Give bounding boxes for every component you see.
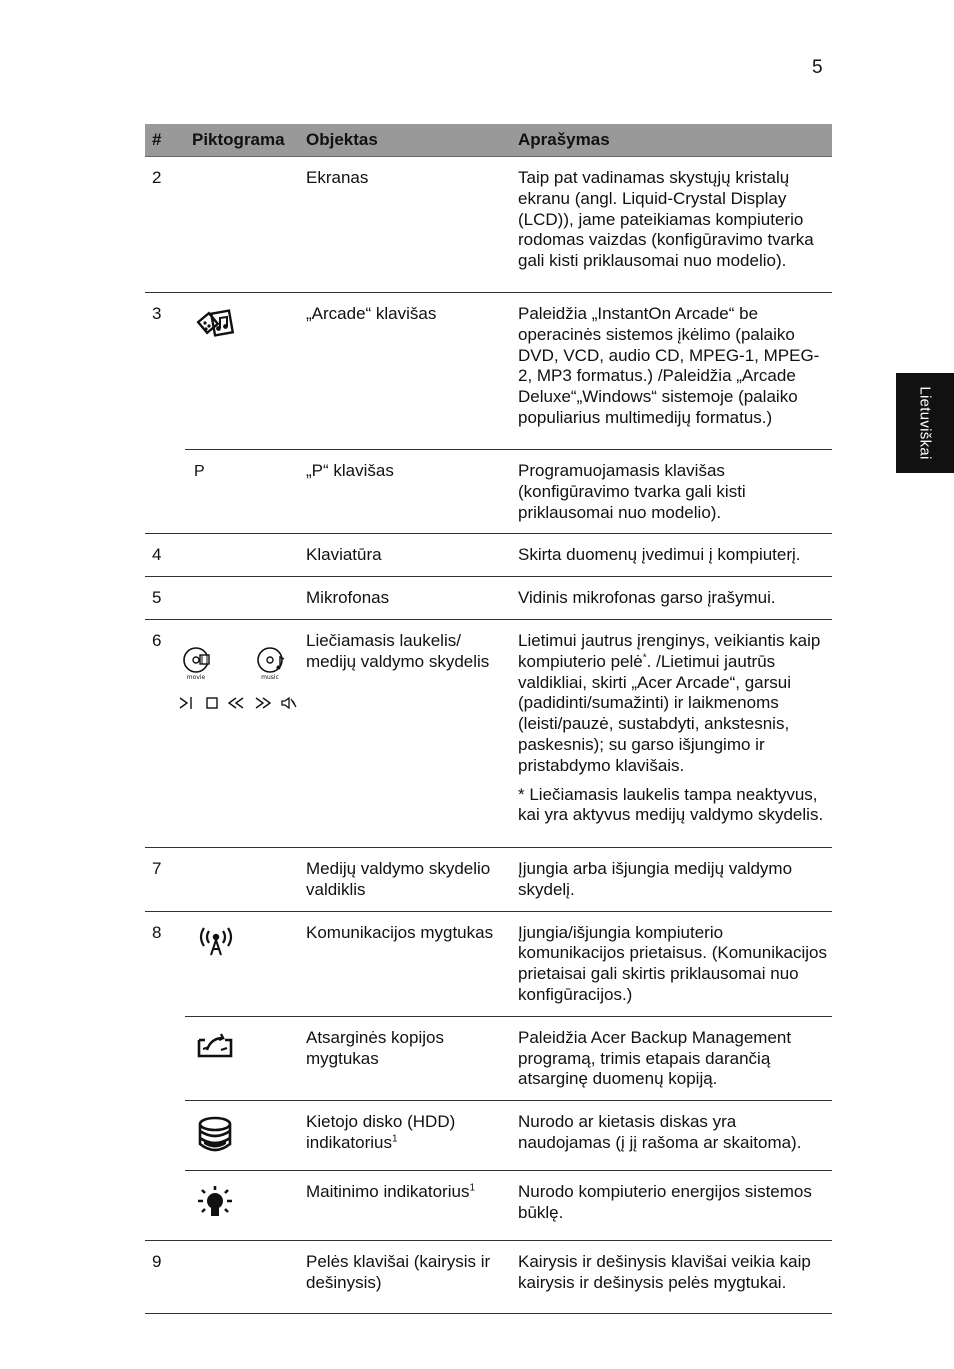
header-number: # [145, 124, 185, 157]
arcade-icon [195, 306, 237, 350]
row-object [299, 1170, 511, 1240]
media-control-icons [178, 645, 302, 716]
table-row [145, 577, 832, 620]
row-number [145, 1101, 185, 1171]
row-number: 2 [145, 157, 185, 293]
row-number [145, 1016, 185, 1100]
movie-icon [180, 645, 216, 687]
description-text-continued: . /Lietimui jautrūs valdikliai, skirti „Acer Arcade“, garsui (padidinti/sumažinti) ir laikmenoms (leisti/pauzė, sustabdyti, ankstesnis, paskesnis); su garso išjungimo ir pristabdymo klavišais. [518, 651, 792, 775]
table-row [145, 1170, 832, 1240]
row-description [511, 619, 832, 847]
row-object: Komunikacijos mygtukas [299, 911, 511, 1016]
page-number: 5 [812, 57, 823, 78]
row-icon-cell [185, 911, 299, 1016]
row-object: Liečiamasis laukelis/ medijų valdymo skydelis [299, 619, 511, 847]
table-row [145, 1240, 832, 1313]
row-icon-cell [185, 1016, 299, 1100]
row-object: Pelės klavišai (kairysis ir dešinysis) [299, 1240, 511, 1313]
language-side-tab [896, 373, 954, 473]
row-number: 7 [145, 847, 185, 911]
row-icon-cell [185, 619, 299, 847]
backup-icon [195, 1030, 237, 1066]
header-description: Aprašymas [511, 124, 832, 157]
language-side-tab-label: Lietuviškai [916, 386, 934, 460]
table-row [145, 157, 832, 293]
mute-icon [280, 695, 298, 716]
row-number [145, 1170, 185, 1240]
component-table [145, 124, 832, 1314]
table-row [145, 534, 832, 577]
wireless-icon [195, 925, 237, 965]
row-description: Įjungia arba išjungia medijų valdymo skydelį. [511, 847, 832, 911]
play-pause-icon [178, 695, 196, 716]
row-number: 5 [145, 577, 185, 620]
row-description: Kairysis ir dešinysis klavišai veikia kaip kairysis ir dešinysis pelės mygtukai. [511, 1240, 832, 1313]
row-object: Mikrofonas [299, 577, 511, 620]
header-icon: Piktograma [185, 124, 299, 157]
row-number: 4 [145, 534, 185, 577]
row-description: Paleidžia Acer Backup Management programą, trimis etapais darančią atsarginę duomenų kopiją. [511, 1016, 832, 1100]
row-icon-cell [185, 157, 299, 293]
table-row [145, 1016, 832, 1100]
description-text: Lietimui jautrus įrenginys, veikiantis kaip kompiuterio pelė [518, 630, 821, 671]
row-object: „Arcade“ klavišas [299, 293, 511, 450]
footnote-marker: * [642, 652, 647, 664]
hdd-icon [195, 1114, 235, 1160]
row-object: „P“ klavišas [299, 450, 511, 534]
row-object: Klaviatūra [299, 534, 511, 577]
previous-icon [227, 695, 245, 716]
row-object: Atsarginės kopijos mygtukas [299, 1016, 511, 1100]
header-object: Objektas [299, 124, 511, 157]
row-number: 9 [145, 1240, 185, 1313]
footnote-marker: 1 [469, 1182, 476, 1194]
row-icon-cell [185, 1101, 299, 1171]
row-number [145, 450, 185, 534]
next-icon [254, 695, 272, 716]
row-description: Programuojamasis klavišas (konfigūravimo tvarka gali kisti priklausomai nuo modelio). [511, 450, 832, 534]
object-text: Kietojo disko (HDD) indikatorius [306, 1112, 456, 1152]
row-description: Taip pat vadinamas skystųjų kristalų ekranu (angl. Liquid-Crystal Display (LCD)), jame pateikiamas kompiuterio rodomas vaizdas (konfigūravimo tvarka gali kisti priklausomai nuo modelio). [511, 157, 832, 293]
row-description: Paleidžia „InstantOn Arcade“ be operacinės sistemos įkėlimo (palaiko DVD, VCD, audio CD, MPEG-1, MPEG-2, MP3 formatus.) /Paleidžia „Arcade Deluxe“„Windows“ sistemoje (palaiko populiarius multimedijų formatus.) [511, 293, 832, 450]
row-number: 8 [152, 922, 162, 942]
row-icon-cell [185, 577, 299, 620]
row-icon-cell [185, 847, 299, 911]
power-indicator-icon [195, 1184, 235, 1230]
row-number: 3 [152, 304, 162, 323]
table-row [145, 847, 832, 911]
footnote-marker: 1 [392, 1133, 398, 1145]
row-icon-cell [185, 450, 299, 534]
row-icon-cell [185, 534, 299, 577]
row-icon-cell [185, 1240, 299, 1313]
table-row [145, 293, 832, 450]
table-row [145, 450, 832, 534]
p-key-icon: P [194, 463, 205, 480]
object-text: Maitinimo indikatorius [306, 1181, 470, 1201]
music-label: music [261, 673, 279, 681]
row-object: Medijų valdymo skydelio valdiklis [299, 847, 511, 911]
music-icon [254, 645, 290, 687]
description-note: * Liečiamasis laukelis tampa neaktyvus, kai yra aktyvus medijų valdymo skydelis. [518, 784, 824, 825]
row-description: Skirta duomenų įvedimui į kompiuterį. [511, 534, 832, 577]
row-icon-cell [185, 1170, 299, 1240]
table-row [145, 619, 832, 847]
stop-icon [205, 695, 219, 716]
table-row [145, 911, 832, 1016]
movie-label: movie [186, 673, 206, 681]
row-description: Įjungia/išjungia kompiuterio komunikacijos prietaisus. (Komunikacijos prietaisai gali skirtis priklausomai nuo konfigūracijos.) [511, 911, 832, 1016]
row-number: 6 [145, 619, 185, 847]
table-row [145, 1101, 832, 1171]
row-object: Ekranas [299, 157, 511, 293]
row-description: Nurodo ar kietasis diskas yra naudojamas (į jį rašoma ar skaitoma). [511, 1101, 832, 1171]
row-description: Nurodo kompiuterio energijos sistemos būklę. [511, 1170, 832, 1240]
table-header-row [145, 124, 832, 157]
row-icon-cell [185, 293, 299, 450]
row-description: Vidinis mikrofonas garso įrašymui. [511, 577, 832, 620]
row-object [299, 1101, 511, 1171]
